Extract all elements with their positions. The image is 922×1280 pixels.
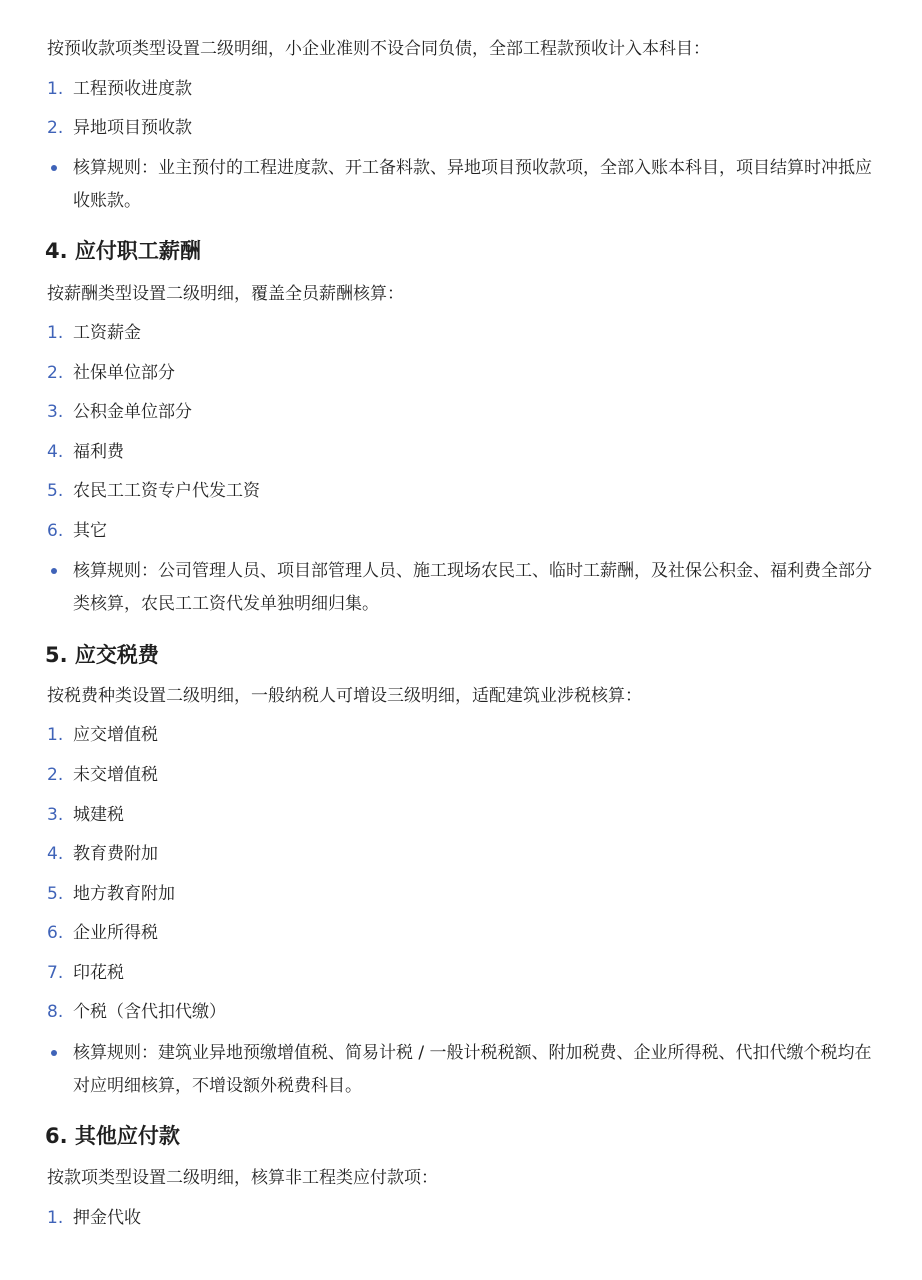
section4-heading: 4. 应付职工薪酬 xyxy=(45,239,201,263)
list-item xyxy=(47,116,887,140)
bullet-dot-icon xyxy=(51,1050,57,1056)
list-item xyxy=(47,961,887,985)
rule-list-item xyxy=(47,559,887,621)
section3-intro: 按预收款项类型设置二级明细，小企业准则不设合同负债，全部工程款预收计入本科目： xyxy=(47,39,710,59)
list-number: 1. xyxy=(47,725,64,745)
list-item xyxy=(47,479,887,503)
rule-text: 核算规则：公司管理人员、项目部管理人员、施工现场农民工、临时工薪酬，及社保公积金、福利费全部分类核算，农民工工资代发单独明细归集。 xyxy=(73,561,872,614)
rule-text: 核算规则：业主预付的工程进度款、开工备料款、异地项目预收款项，全部入账本科目，项目结算时冲抵应收账款。 xyxy=(73,158,872,211)
list-item xyxy=(47,77,887,101)
list-number: 6. xyxy=(47,923,64,943)
list-item-text: 企业所得税 xyxy=(73,923,158,943)
list-item-text: 应交增值税 xyxy=(73,725,158,745)
list-item-text: 公积金单位部分 xyxy=(73,402,192,422)
list-item-text: 城建税 xyxy=(73,805,124,825)
list-item-text: 农民工工资专户代发工资 xyxy=(73,481,260,501)
list-number: 7. xyxy=(47,963,64,983)
rule-list-item xyxy=(47,1041,887,1103)
list-item xyxy=(47,882,887,906)
list-item-text: 工资薪金 xyxy=(73,323,141,343)
list-item xyxy=(47,723,887,747)
list-item-text: 其它 xyxy=(73,521,107,541)
list-number: 8. xyxy=(47,1002,64,1022)
list-number: 5. xyxy=(47,884,64,904)
list-item xyxy=(47,803,887,827)
section6-intro: 按款项类型设置二级明细，核算非工程类应付款项： xyxy=(47,1168,438,1188)
section4-intro: 按薪酬类型设置二级明细，覆盖全员薪酬核算： xyxy=(47,284,404,304)
section5-intro: 按税费种类设置二级明细，一般纳税人可增设三级明细，适配建筑业涉税核算： xyxy=(47,686,642,706)
list-item xyxy=(47,361,887,385)
list-number: 2. xyxy=(47,118,64,138)
list-item xyxy=(47,921,887,945)
list-number: 1. xyxy=(47,323,64,343)
list-number: 5. xyxy=(47,481,64,501)
rule-list-item xyxy=(47,156,887,218)
list-number: 3. xyxy=(47,402,64,422)
list-item xyxy=(47,519,887,543)
bullet-dot-icon xyxy=(51,165,57,171)
list-item-text: 教育费附加 xyxy=(73,844,158,864)
list-item-text: 地方教育附加 xyxy=(73,884,175,904)
list-item-text: 福利费 xyxy=(73,442,124,462)
list-item-text: 押金代收 xyxy=(73,1208,141,1228)
list-item-text: 未交增值税 xyxy=(73,765,158,785)
list-number: 2. xyxy=(47,765,64,785)
list-number: 2. xyxy=(47,363,64,383)
list-item-text: 个税（含代扣代缴） xyxy=(73,1002,226,1022)
list-item xyxy=(47,1000,887,1024)
section5-heading: 5. 应交税费 xyxy=(45,643,159,667)
list-item xyxy=(47,400,887,424)
list-item-text: 社保单位部分 xyxy=(73,363,175,383)
section6-heading: 6. 其他应付款 xyxy=(45,1124,180,1148)
rule-text: 核算规则：建筑业异地预缴增值税、简易计税 / 一般计税税额、附加税费、企业所得税、代扣代缴个税均在对应明细核算，不增设额外税费科目。 xyxy=(73,1043,872,1096)
list-item-text: 异地项目预收款 xyxy=(73,118,192,138)
list-number: 3. xyxy=(47,805,64,825)
list-item xyxy=(47,763,887,787)
list-item-text: 工程预收进度款 xyxy=(73,79,192,99)
list-number: 1. xyxy=(47,79,64,99)
list-item-text: 印花税 xyxy=(73,963,124,983)
bullet-dot-icon xyxy=(51,568,57,574)
list-number: 6. xyxy=(47,521,64,541)
list-item xyxy=(47,842,887,866)
list-item xyxy=(47,440,887,464)
list-item xyxy=(47,1206,887,1230)
list-number: 1. xyxy=(47,1208,64,1228)
list-number: 4. xyxy=(47,442,64,462)
list-number: 4. xyxy=(47,844,64,864)
list-item xyxy=(47,321,887,345)
